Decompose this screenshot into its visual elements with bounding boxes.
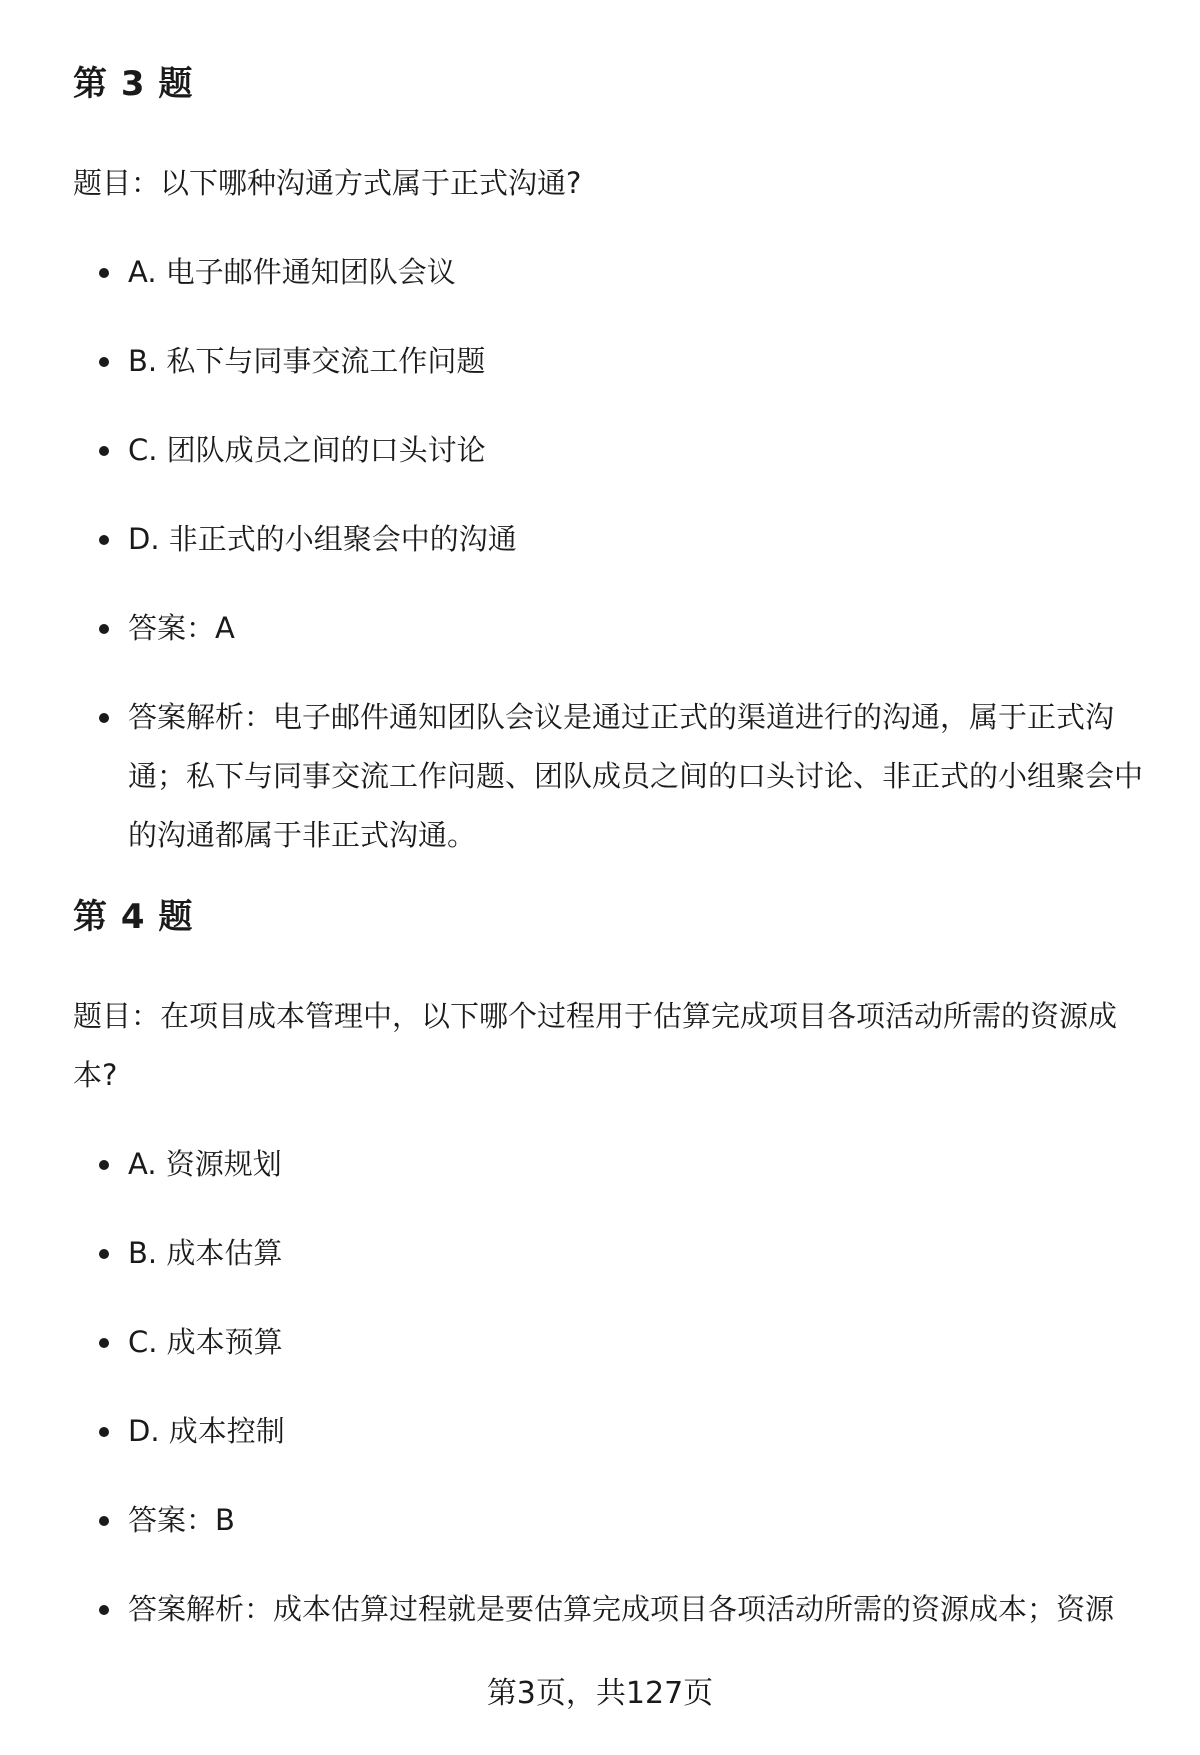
page-number-footer: 第3页，共127页	[486, 1676, 714, 1711]
question-options-list	[73, 1135, 1148, 1639]
option-a: A. 电子邮件通知团队会议	[73, 243, 1148, 302]
question-options-list	[73, 243, 1148, 865]
option-b: B. 私下与同事交流工作问题	[73, 332, 1148, 391]
option-d: D. 成本控制	[73, 1402, 1148, 1461]
option-b: B. 成本估算	[73, 1224, 1148, 1283]
answer: 答案：A	[73, 599, 1148, 658]
question-heading: 第 3 题	[73, 64, 194, 104]
page-content	[73, 62, 1148, 1669]
question-4	[73, 895, 1148, 1639]
option-d: D. 非正式的小组聚会中的沟通	[73, 510, 1148, 569]
answer-analysis: 答案解析：电子邮件通知团队会议是通过正式的渠道进行的沟通，属于正式沟通；私下与同事交流工作问题、团队成员之间的口头讨论、非正式的小组聚会中的沟通都属于非正式沟通。	[73, 688, 1148, 865]
question-stem: 题目：以下哪种沟通方式属于正式沟通?	[73, 166, 582, 200]
question-3	[73, 62, 1148, 865]
question-stem: 题目：在项目成本管理中，以下哪个过程用于估算完成项目各项活动所需的资源成本?	[73, 999, 1118, 1092]
answer-analysis: 答案解析：成本估算过程就是要估算完成项目各项活动所需的资源成本；资源	[73, 1580, 1148, 1639]
option-c: C. 团队成员之间的口头讨论	[73, 421, 1148, 480]
answer: 答案：B	[73, 1491, 1148, 1550]
question-heading: 第 4 题	[73, 897, 194, 937]
option-a: A. 资源规划	[73, 1135, 1148, 1194]
option-c: C. 成本预算	[73, 1313, 1148, 1372]
